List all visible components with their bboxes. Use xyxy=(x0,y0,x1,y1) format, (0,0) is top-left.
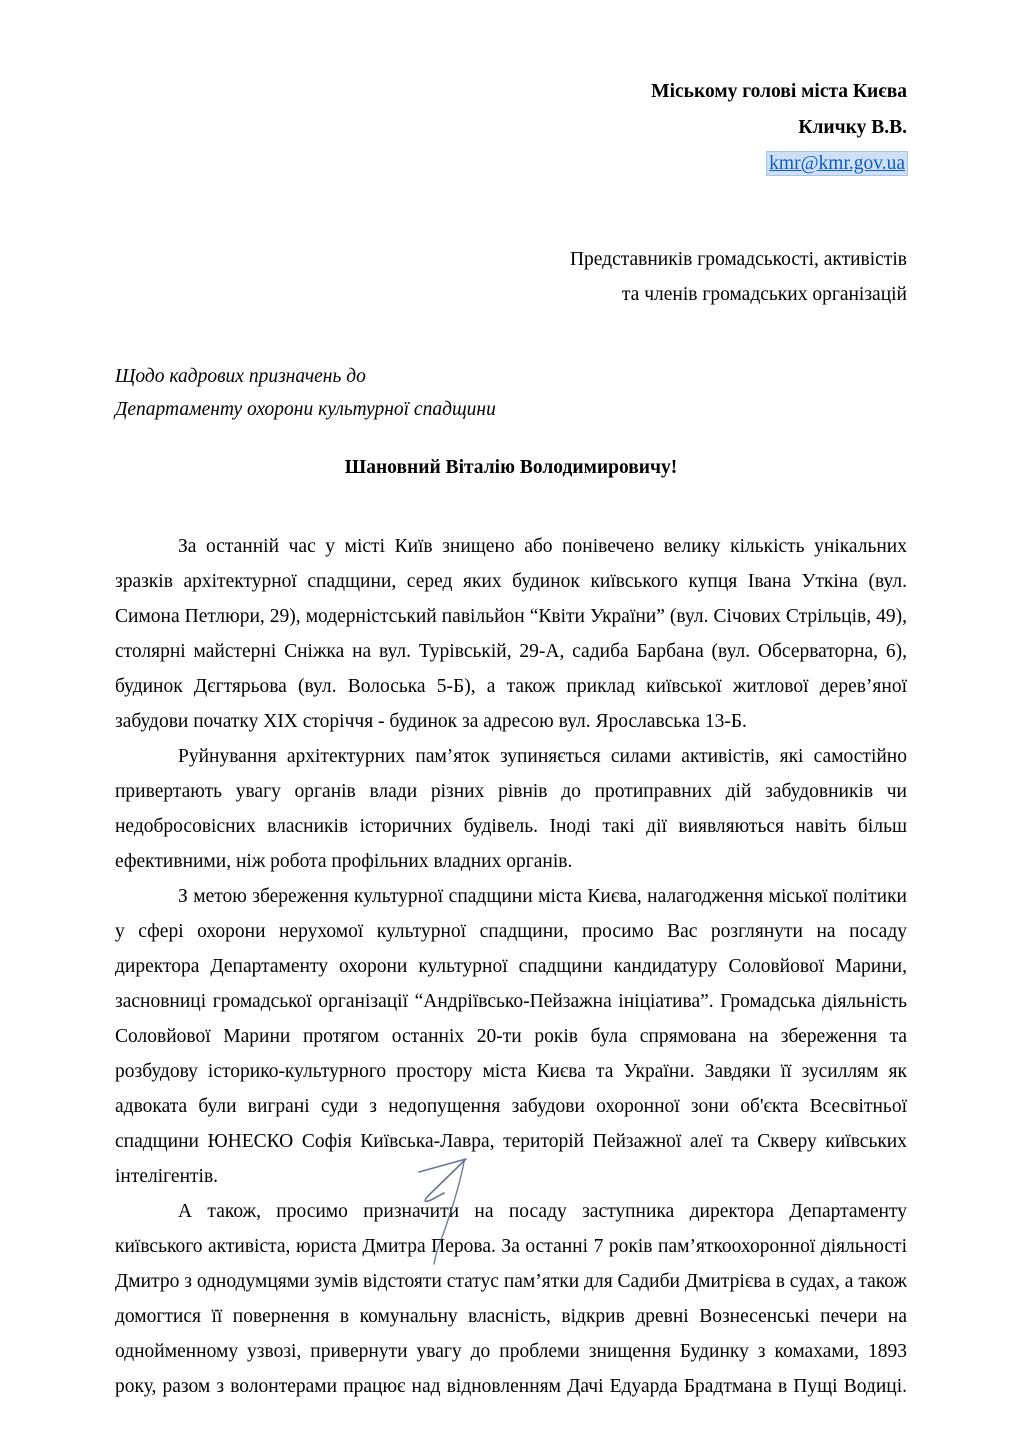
subject-line-2: Департаменту охорони культурної спадщини xyxy=(115,399,496,420)
sender-block xyxy=(115,242,907,312)
recipient-block xyxy=(115,74,907,182)
letter-body xyxy=(115,529,907,1404)
paragraph-1: За останній час у місті Київ знищено або понівечено велику кількість унікальних зразків архітектурної спадщини, серед яких будинок київського купця Івана Уткіна (вул. Симона Петлюри, 29), модерністський павільйон “Квіти України” (вул. Січових Стрільців, 49), столярні майстерні Сніжка на вул. Турівській, 29-А, садиба Барбана (вул. Обсерваторна, 6), будинок Дєгтярьова (вул. Волоська 5-Б), а також приклад київської житлової дерев’яної забудови початку XIX сторіччя - будинок за адресою вул. Ярославська 13-Б. xyxy=(115,536,907,732)
subject-line-1: Щодо кадрових призначень до xyxy=(115,366,366,387)
sender-line-1: Представників громадськості, активістів xyxy=(569,249,907,270)
email-highlight xyxy=(767,152,907,175)
recipient-email-link[interactable]: kmr@kmr.gov.ua xyxy=(769,153,905,174)
paragraph-3: З метою збереження культурної спадщини міста Києва, налагодження міської політики у сфері охорони нерухомої культурної спадщини, просимо Вас розглянути на посаду директора Департаменту охорони культурної спадщини кандидатуру Соловйової Марини, засновниці громадської організації “Андріївсько-Пейзажна ініціатива”. Громадська діяльність Соловйової Марини протягом останніх 20-ти років була спрямована на збереження та розбудову історико-культурного простору міста Києва та України. Завдяки її зусиллям як адвоката були виграні суди з недопущення забудови охоронної зони об'єкта Всесвітньої спадщини ЮНЕСКО Софія Київська-Лавра, територій Пейзажної алеї та Скверу київських інтелігентів. xyxy=(115,886,907,1187)
sender-line-2: та членів громадських організацій xyxy=(621,284,907,305)
recipient-line-1: Міському голові міста Києва xyxy=(651,81,907,102)
recipient-line-2: Кличку В.В. xyxy=(798,117,907,138)
paragraph-2: Руйнування архітектурних пам’яток зупиняється силами активістів, які самостійно привертають увагу органів влади різних рівнів до протиправних дій забудовників чи недобросовісних власників історичних будівель. Іноді такі дії виявляються навіть більш ефективними, ніж робота профільних владних органів. xyxy=(115,746,907,872)
recipient-email-line xyxy=(115,146,907,182)
paragraph-4: А також, просимо призначити на посаду заступника директора Департаменту київського активіста, юриста Дмитра Перова. За останні 7 років пам’яткоохоронної діяльності Дмитро з однодумцями зумів відстояти статус пам’ятки для Садиби Дмитрієва в судах, а також домогтися її повернення в комунальну власність, відкрив древні Вознесенські печери на однойменному узвозі, привернути увагу до проблеми знищення Будинку з комахами, 1893 року, разом з волонтерами працює над відновленням Дачі Едуарда Брадтмана в Пущі Водиці. xyxy=(115,1201,907,1397)
salutation: Шановний Віталію Володимировичу! xyxy=(344,457,678,478)
subject-block xyxy=(115,360,907,426)
